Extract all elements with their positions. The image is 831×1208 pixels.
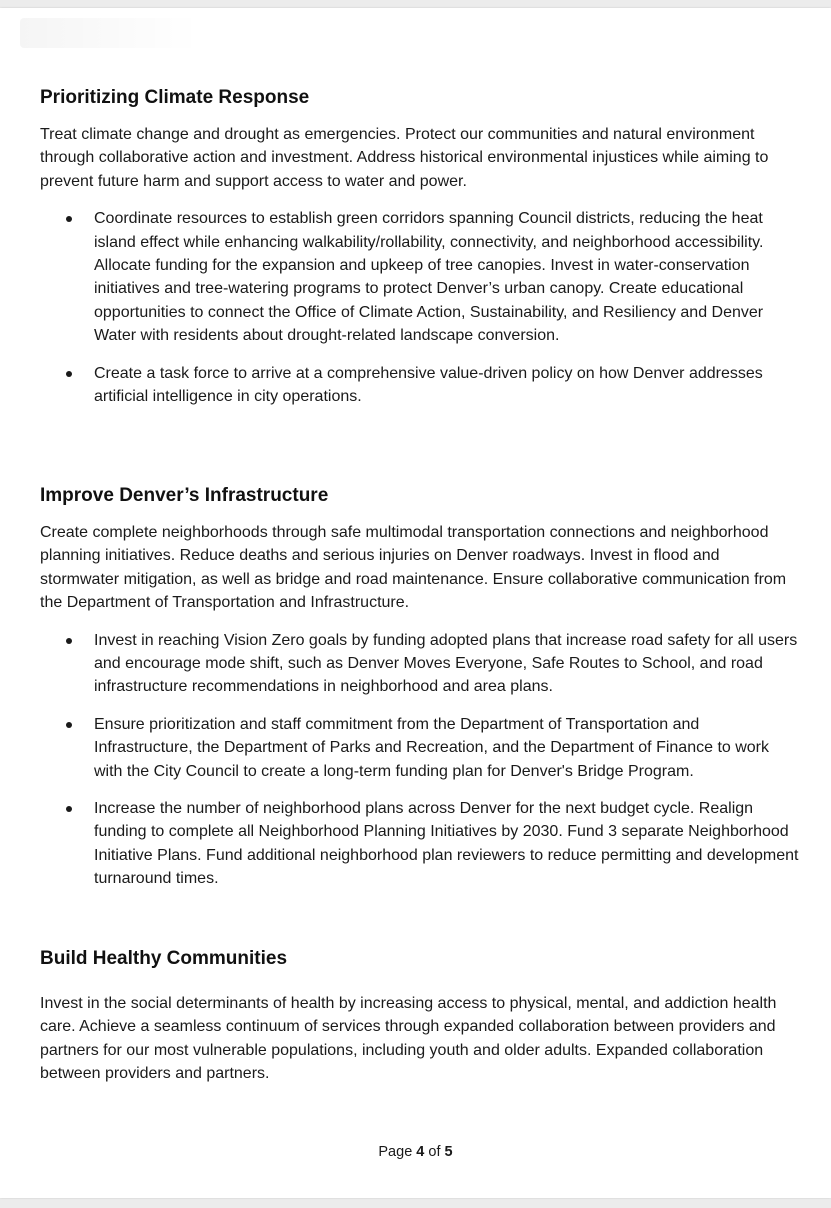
section-heading: Improve Denver’s Infrastructure: [40, 485, 329, 506]
bullet-icon: [66, 722, 72, 728]
section-paragraph: Treat climate change and drought as emergencies. Protect our communities and natural environment through collaborative action and investment. Address historical environmental injustices while aiming to prevent future harm and support access to water and power.: [40, 126, 769, 190]
bullet-icon: [66, 806, 72, 812]
page-label: Page: [378, 1144, 413, 1160]
section-paragraph: Invest in the social determinants of health by increasing access to physical, mental, and addiction health care. Achieve a seamless continuum of services through expanded collaboration between providers and partners for our most vulnerable populations, including youth and older adults. Expanded collaboration between providers and partners.: [40, 995, 777, 1083]
list-item: [40, 797, 800, 891]
page-of-label: of: [428, 1144, 441, 1160]
bullet-text: Coordinate resources to establish green corridors spanning Council districts, reducing the heat island effect while enhancing walkability/rollability, connectivity, and neighborhood accessibility. Allocate funding for the expansion and upkeep of tree canopies. Invest in water-conservation initiatives and tree-watering programs to protect Denver’s urban canopy. Create educational opportunities to connect the Office of Climate Action, Sustainability, and Resiliency and Denver Water with residents about drought-related landscape conversion.: [94, 210, 764, 345]
section-infrastructure: [40, 484, 800, 905]
section-heading: Build Healthy Communities: [40, 948, 288, 969]
current-page-number: 4: [416, 1144, 425, 1160]
document-page: [0, 8, 831, 1198]
section-paragraph: Create complete neighborhoods through safe multimodal transportation connections and neighborhood planning initiatives. Reduce deaths and serious injuries on Denver roadways. Invest in flood and stormwater mitigation, as well as bridge and road maintenance. Ensure collaborative communication from the Department of Transportation and Infrastructure.: [40, 524, 787, 612]
bullet-text: Increase the number of neighborhood plans across Denver for the next budget cycle. Realign funding to complete all Neighborhood Planning Initiatives by 2030. Fund 3 separate Neighborhood Initiative Plans. Fund additional neighborhood plan reviewers to reduce permitting and development turnaround times.: [94, 800, 799, 888]
bullet-icon: [66, 638, 72, 644]
list-item: [40, 713, 800, 783]
section-heading: Prioritizing Climate Response: [40, 87, 310, 108]
bullet-list: [40, 629, 800, 891]
total-page-number: 5: [444, 1144, 453, 1160]
bullet-icon: [66, 371, 72, 377]
bullet-icon: [66, 216, 72, 222]
section-healthy-communities: [40, 947, 800, 1086]
list-item: [40, 362, 800, 409]
bullet-list: [40, 207, 800, 408]
section-climate: [40, 86, 800, 422]
bullet-text: Create a task force to arrive at a comprehensive value-driven policy on how Denver addresses artificial intelligence in city operations.: [94, 364, 763, 406]
page-edge-shadow: [20, 18, 200, 48]
bullet-text: Ensure prioritization and staff commitment from the Department of Transportation and Infrastructure, the Department of Parks and Recreation, and the Department of Finance to work with the City Council to create a long-term funding plan for Denver's Bridge Program.: [94, 715, 770, 780]
list-item: [40, 629, 800, 699]
bullet-text: Invest in reaching Vision Zero goals by funding adopted plans that increase road safety for all users and encourage mode shift, such as Denver Moves Everyone, Safe Routes to School, and road infrastructure recommendations in neighborhood and area plans.: [94, 631, 798, 696]
page-number: [0, 1144, 831, 1160]
list-item: [40, 207, 800, 347]
